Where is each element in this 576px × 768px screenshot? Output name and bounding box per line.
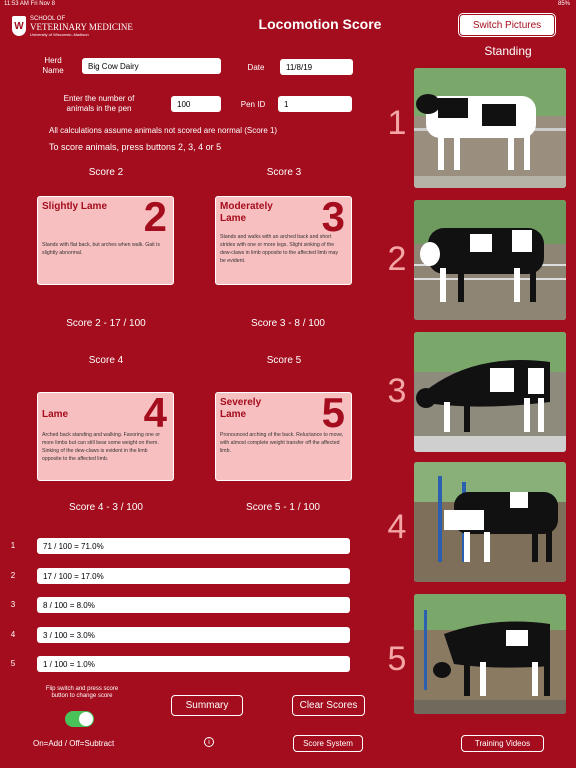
cow-photo-score-2[interactable] [414, 200, 566, 320]
toggle-mode-label: On=Add / Off=Subtract [33, 739, 115, 748]
toggle-knob [79, 712, 93, 726]
herd-name-label: Herd Name [42, 56, 64, 75]
switch-pictures-button[interactable]: Switch Pictures [459, 14, 555, 36]
add-subtract-toggle[interactable] [65, 711, 94, 727]
score-2-description: Stands with flat back, but arches when walk. Gait is slightly abnormal. [42, 242, 160, 256]
result-index-5: 5 [10, 659, 16, 668]
score-3-count: Score 3 - 8 / 100 [251, 318, 325, 329]
summary-button[interactable]: Summary [171, 695, 243, 716]
result-index-2: 2 [10, 571, 16, 580]
cow-standing-3-image [414, 332, 566, 452]
date-input[interactable]: 11/8/19 [280, 59, 353, 75]
photo-number-2: 2 [387, 240, 407, 278]
school-logo [12, 12, 136, 40]
status-time: 11:53 AM Fri Nov 8 [4, 1, 55, 7]
cow-standing-5-image [414, 594, 566, 714]
photo-number-3: 3 [387, 372, 407, 410]
page-title: Locomotion Score [258, 16, 382, 32]
cow-standing-4-image [414, 462, 566, 582]
cow-standing-2-image [414, 200, 566, 320]
score-system-button[interactable]: Score System [293, 735, 363, 752]
score-2-button[interactable] [37, 196, 174, 285]
result-index-1: 1 [10, 541, 16, 550]
uw-crest-icon: W [12, 16, 26, 36]
logo-line-1: SCHOOL OF [30, 15, 66, 22]
training-videos-button[interactable]: Training Videos [461, 735, 544, 752]
score-4-button[interactable] [37, 392, 174, 481]
herd-name-input[interactable]: Big Cow Dairy [82, 58, 221, 74]
score-5-button[interactable] [215, 392, 352, 481]
status-bar [0, 0, 576, 10]
cow-standing-1-image [414, 68, 566, 188]
score-5-number: 5 [321, 392, 345, 436]
score-5-description: Pronounced arching of the back. Reluctance to move, with almost complete weight transfer off the affected limb. [220, 432, 344, 454]
cow-photo-score-3[interactable] [414, 332, 566, 452]
info-icon[interactable]: i [204, 737, 214, 747]
score-2-title: Slightly Lame [42, 201, 108, 212]
score-2-count: Score 2 - 17 / 100 [66, 318, 146, 329]
logo-line-3: University of Wisconsin–Madison [30, 31, 89, 37]
pen-id-input[interactable]: 1 [278, 96, 352, 112]
photo-number-5: 5 [387, 640, 407, 678]
score-3-number: 3 [321, 196, 345, 240]
score-4-title: Lame [42, 409, 69, 420]
score-4-description: Arched back standing and walking. Favoring one or more limbs but can still bear some weight on them. Sinking of the dew-claws is evident in the limb opposite to the affected limb. [42, 432, 160, 462]
cow-photo-score-5[interactable] [414, 594, 566, 714]
score-3-button[interactable] [215, 196, 352, 285]
flip-switch-hint: Flip switch and press score button to change score [45, 686, 119, 699]
result-index-4: 4 [10, 630, 16, 639]
cow-photo-score-1[interactable] [414, 68, 566, 188]
pen-id-label: Pen ID [240, 100, 266, 109]
score-4-header: Score 4 [88, 355, 124, 366]
score-2-number: 2 [143, 196, 167, 240]
score-5-title: Severely Lame [220, 397, 262, 420]
score-5-count: Score 5 - 1 / 100 [246, 502, 320, 513]
score-2-header: Score 2 [88, 167, 124, 178]
score-5-header: Score 5 [266, 355, 302, 366]
animals-count-label: Enter the number of animals in the pen [63, 94, 135, 113]
cow-photo-score-4[interactable] [414, 462, 566, 582]
date-label: Date [247, 63, 265, 72]
score-4-count: Score 4 - 3 / 100 [69, 502, 143, 513]
score-4-number: 4 [143, 392, 167, 436]
result-row-3: 8 / 100 = 8.0% [37, 597, 350, 613]
result-row-1: 71 / 100 = 71.0% [37, 538, 350, 554]
result-row-2: 17 / 100 = 17.0% [37, 568, 350, 584]
result-row-4: 3 / 100 = 3.0% [37, 627, 350, 643]
clear-scores-button[interactable]: Clear Scores [292, 695, 365, 716]
battery-indicator: 85% [557, 1, 570, 7]
result-row-5: 1 / 100 = 1.0% [37, 656, 350, 672]
assumption-note: All calculations assume animals not scored are normal (Score 1) [49, 126, 278, 135]
result-index-3: 3 [10, 600, 16, 609]
photo-number-4: 4 [387, 508, 407, 546]
instruction-note: To score animals, press buttons 2, 3, 4 or 5 [49, 142, 222, 152]
photo-number-1: 1 [387, 104, 407, 142]
logo-line-2: VETERINARY MEDICINE [30, 21, 133, 32]
score-3-description: Stands and walks with an arched back and short strides with one or more legs. Slight sinking of the dew-claws in limb opposite to the affected limb may be evident. [220, 234, 339, 264]
score-3-header: Score 3 [266, 167, 302, 178]
score-3-title: Moderately Lame [220, 201, 273, 224]
animals-count-input[interactable]: 100 [171, 96, 221, 112]
pictures-mode-label: Standing [484, 44, 532, 58]
